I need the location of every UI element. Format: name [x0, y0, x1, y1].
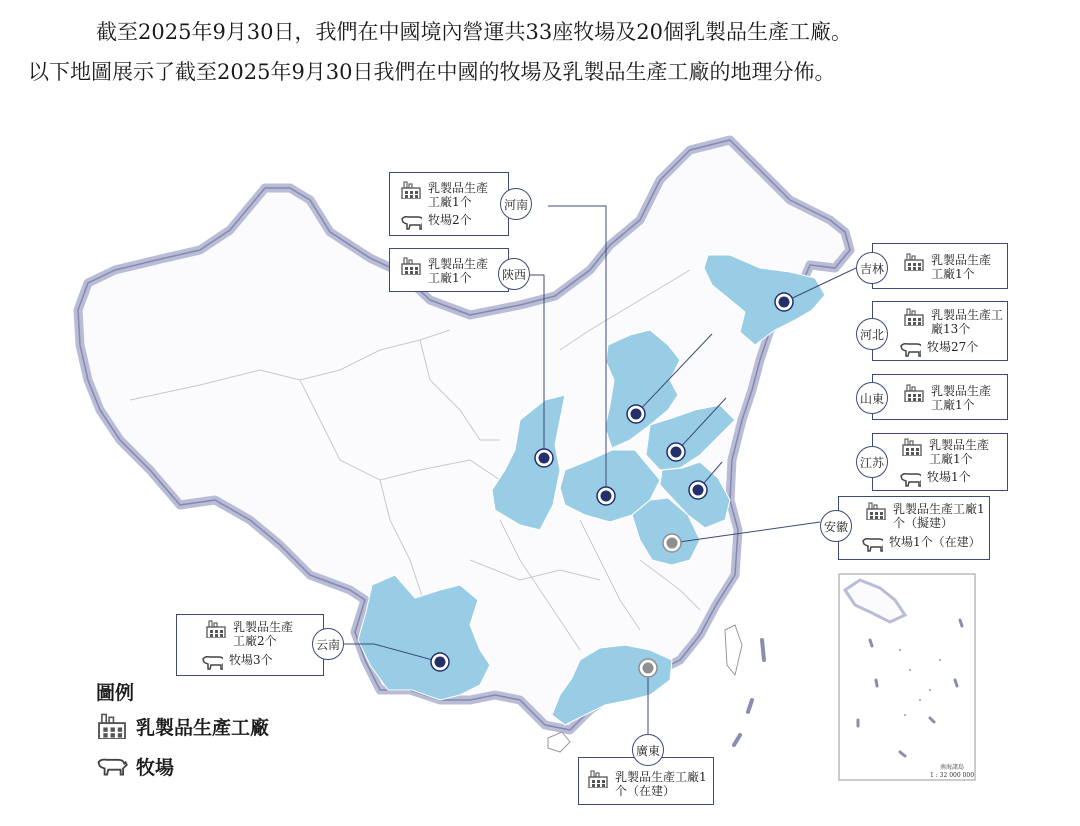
callout-anhui — [838, 496, 990, 560]
factory-icon — [587, 770, 609, 788]
badge-shandong: 山東 — [856, 382, 888, 414]
cow-icon — [899, 470, 921, 488]
marker-yunnan-dot — [435, 657, 446, 668]
cow-icon — [899, 340, 921, 358]
legend-item-farm — [96, 746, 269, 786]
factory-icon — [903, 384, 925, 402]
callout-guangdong-factory: 乳製品生產工廠1个（在建） — [615, 770, 707, 798]
hainan-island — [548, 732, 570, 752]
cow-icon — [400, 213, 422, 231]
inset-scale: 1 : 32 000 000 — [930, 772, 975, 779]
badge-jilin: 吉林 — [856, 252, 888, 284]
callout-jiangsu-farm: 牧場1个 — [927, 470, 971, 484]
callout-jiangsu-factory: 乳製品生產工廠1个 — [929, 438, 990, 466]
legend — [96, 676, 269, 786]
callout-shaanxi-factory: 乳製品生產工廠1个 — [428, 257, 489, 285]
factory-icon — [96, 713, 128, 739]
marker-anhui-dot — [667, 538, 678, 549]
cow-icon — [201, 653, 223, 671]
callout-yunnan — [176, 614, 324, 676]
south-china-sea-inset — [839, 574, 975, 780]
factory-icon — [903, 308, 925, 326]
callout-hebei — [872, 301, 1008, 361]
badge-henan: 河南 — [500, 188, 532, 220]
marker-henan-dot — [601, 491, 612, 502]
intro-line-2: 以下地圖展示了截至2025年9月30日我們在中國的牧場及乳製品生產工廠的地理分佈。 — [28, 60, 836, 84]
callout-hebei-factory: 乳製品生產工廠13个 — [931, 308, 1004, 336]
legend-title: 圖例 — [96, 681, 135, 704]
marker-jiangsu-dot — [693, 485, 704, 496]
callout-yunnan-factory: 乳製品生產工廠2个 — [233, 620, 294, 648]
legend-factory-label: 乳製品生產工廠 — [136, 716, 270, 739]
callout-shandong — [872, 374, 1008, 420]
callout-jilin-factory: 乳製品生產工廠1个 — [931, 253, 992, 281]
badge-yunnan: 云南 — [312, 628, 344, 660]
callout-jilin — [872, 243, 1008, 289]
callout-anhui-farm: 牧場1个（在建） — [889, 535, 981, 549]
factory-icon — [865, 502, 887, 520]
intro-line-1: 截至2025年9月30日，我們在中國境內營運共33座牧場及20個乳製品生產工廠。 — [96, 20, 852, 44]
callout-henan-farm: 牧場2个 — [428, 213, 472, 227]
callout-henan-factory: 乳製品生產工廠1个 — [428, 181, 489, 209]
callout-henan — [389, 172, 509, 236]
badge-anhui: 安徽 — [820, 510, 852, 542]
inset-title: 南海諸島 — [940, 764, 965, 771]
badge-shaanxi: 陝西 — [498, 258, 530, 290]
legend-item-factory — [96, 706, 269, 746]
marker-shaanxi-dot — [539, 453, 550, 464]
legend-farm-label: 牧場 — [136, 756, 175, 779]
marker-shandong-dot — [671, 447, 682, 458]
marker-hebei-dot — [631, 409, 642, 420]
callout-yunnan-farm: 牧場3个 — [229, 653, 273, 667]
factory-icon — [400, 181, 422, 199]
callout-shandong-factory: 乳製品生產工廠1个 — [931, 384, 992, 412]
factory-icon — [400, 257, 422, 275]
inset-caption — [930, 764, 974, 780]
marker-guangdong-dot — [643, 663, 654, 674]
callout-jiangsu — [872, 433, 1008, 491]
factory-icon — [901, 438, 923, 456]
badge-guangdong: 廣東 — [632, 734, 664, 766]
cow-icon — [96, 753, 128, 779]
marker-jilin-dot — [779, 297, 790, 308]
factory-icon — [205, 620, 227, 638]
taiwan-island — [725, 625, 742, 675]
callout-anhui-factory: 乳製品生產工廠1个（擬建） — [893, 502, 985, 530]
badge-jiangsu: 江苏 — [856, 446, 888, 478]
callout-hebei-farm: 牧場27个 — [927, 340, 979, 354]
callout-shaanxi — [389, 248, 509, 292]
badge-hebei: 河北 — [856, 318, 888, 350]
cow-icon — [861, 535, 883, 553]
factory-icon — [903, 253, 925, 271]
